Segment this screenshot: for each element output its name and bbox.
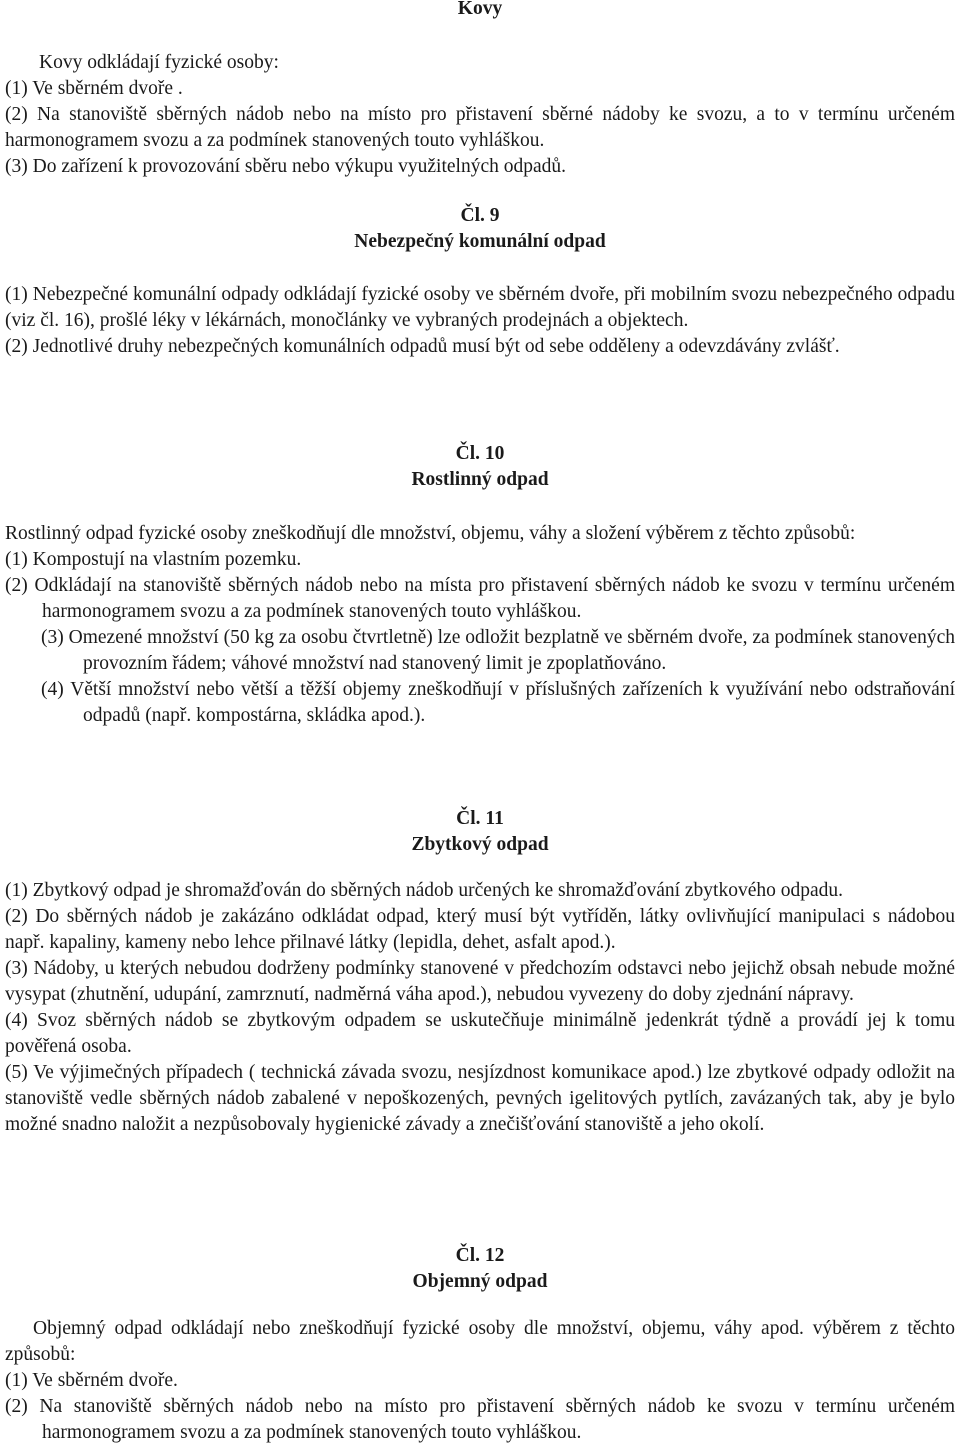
- kovy-item-3: (3) Do zařízení k provozování sběru nebo výkupu využitelných odpadů.: [5, 156, 567, 177]
- article-title: Rostlinný odpad: [411, 469, 549, 490]
- article-12-body: [5, 1316, 955, 1446]
- article-11-item-3: (3) Nádoby, u kterých nebudou dodrženy podmínky stanovené v předchozím odstavci nebo jejichž obsah nebude možné vysypat (zhutnění, udupání, zamrznutí, nadměrná váha apod.), nebudou vyvezeny do doby zjednání nápravy.: [5, 958, 955, 1005]
- article-number: Čl. 11: [456, 808, 504, 829]
- article-12-item-1: (1) Ve sběrném dvoře.: [5, 1370, 178, 1391]
- article-9-item-1: (1) Nebezpečné komunální odpady odkládají fyzické osoby ve sběrném dvoře, při mobilním svozu nebezpečného odpadu (viz čl. 16), prošlé léky v lékárnách, monočlánky ve vybraných prodejnách a objektech.: [5, 284, 955, 331]
- article-12-heading: [5, 1243, 955, 1295]
- article-9-item-2: (2) Jednotlivé druhy nebezpečných komunálních odpadů musí být od sebe odděleny a odevzdávány zvlášť.: [5, 336, 840, 357]
- article-10-item-1: (1) Kompostují na vlastním pozemku.: [5, 549, 302, 570]
- article-11-heading: [5, 806, 955, 858]
- kovy-body: [5, 50, 955, 180]
- article-11-item-5: (5) Ve výjimečných případech ( technická závada svozu, nesjízdnost komunikace apod.) lze zbytkové odpady odložit na stanoviště vedle sběrných nádob zabalené v nepoškozených, pevných igelitových pytlích, zavázaných tak, aby je bylo možné snadno naložit a nezpůsobovaly hygienické závady a znečišťování stanoviště a jeho okolí.: [5, 1062, 955, 1135]
- kovy-item-1: (1) Ve sběrném dvoře .: [5, 78, 183, 99]
- article-10-intro: Rostlinný odpad fyzické osoby zneškodňují dle množství, objemu, váhy a složení výběrem z těchto způsobů:: [5, 523, 856, 544]
- article-9-heading: [5, 203, 955, 255]
- kovy-item-2-text: (2) Na stanoviště sběrných nádob nebo na místo pro přistavení sběrné nádoby ke svozu, a to v termínu určeném harmonogramem svozu a za podmínek stanovených touto vyhláškou.: [5, 104, 955, 151]
- article-10-body: [5, 521, 955, 729]
- section-title: Kovy: [457, 0, 503, 19]
- kovy-item-2: [5, 102, 955, 154]
- article-12-intro: Objemný odpad odkládají nebo zneškodňují fyzické osoby dle množství, objemu, váhy apod. výběrem z těchto způsobů:: [5, 1318, 955, 1365]
- article-11-item-1: (1) Zbytkový odpad je shromažďován do sběrných nádob určených ke shromažďování zbytkového odpadu.: [5, 880, 844, 901]
- article-9-body: [5, 282, 955, 360]
- article-number: Čl. 9: [460, 205, 500, 226]
- article-number: Čl. 12: [455, 1245, 505, 1266]
- article-title: Zbytkový odpad: [411, 834, 549, 855]
- article-10-item-2: (2) Odkládají na stanoviště sběrných nádob nebo na místa pro přistavení sběrných nádob ke svozu v termínu určeném harmonogramem svozu a za podmínek stanovených touto vyhláškou.: [5, 575, 955, 622]
- article-10-heading: [5, 441, 955, 493]
- article-title: Objemný odpad: [412, 1271, 548, 1292]
- article-11-item-2: (2) Do sběrných nádob je zakázáno odkládat odpad, který musí být vytříděn, látky ovlivňující manipulaci s nádobou např. kapaliny, kameny nebo lehce přilnavé látky (lepidla, dehet, asfalt apod.).: [5, 906, 955, 953]
- article-11-item-4: (4) Svoz sběrných nádob se zbytkovým odpadem se uskutečňuje minimálně jedenkrát týdně a provádí jej k tomu pověřená osoba.: [5, 1010, 955, 1057]
- article-title: Nebezpečný komunální odpad: [354, 231, 606, 252]
- article-10-item-3: (3) Omezené množství (50 kg za osobu čtvrtletně) lze odložit bezplatně ve sběrném dvoře, za podmínek stanovených provozním řádem; váhové množství nad stanovený limit je zpoplatňováno.: [41, 627, 955, 674]
- kovy-intro: Kovy odkládají fyzické osoby:: [39, 52, 279, 73]
- section-kovy: [5, 0, 955, 22]
- article-12-item-2: (2) Na stanoviště sběrných nádob nebo na místo pro přistavení sběrných nádob ke svozu v termínu určeném harmonogramem svozu a za podmínek stanovených touto vyhláškou.: [5, 1396, 955, 1443]
- article-number: Čl. 10: [455, 443, 505, 464]
- article-10-item-4: (4) Větší množství nebo větší a těžší objemy zneškodňují v příslušných zařízeních k využívání nebo odstraňování odpadů (např. kompostárna, skládka apod.).: [41, 679, 955, 726]
- article-11-body: [5, 878, 955, 1138]
